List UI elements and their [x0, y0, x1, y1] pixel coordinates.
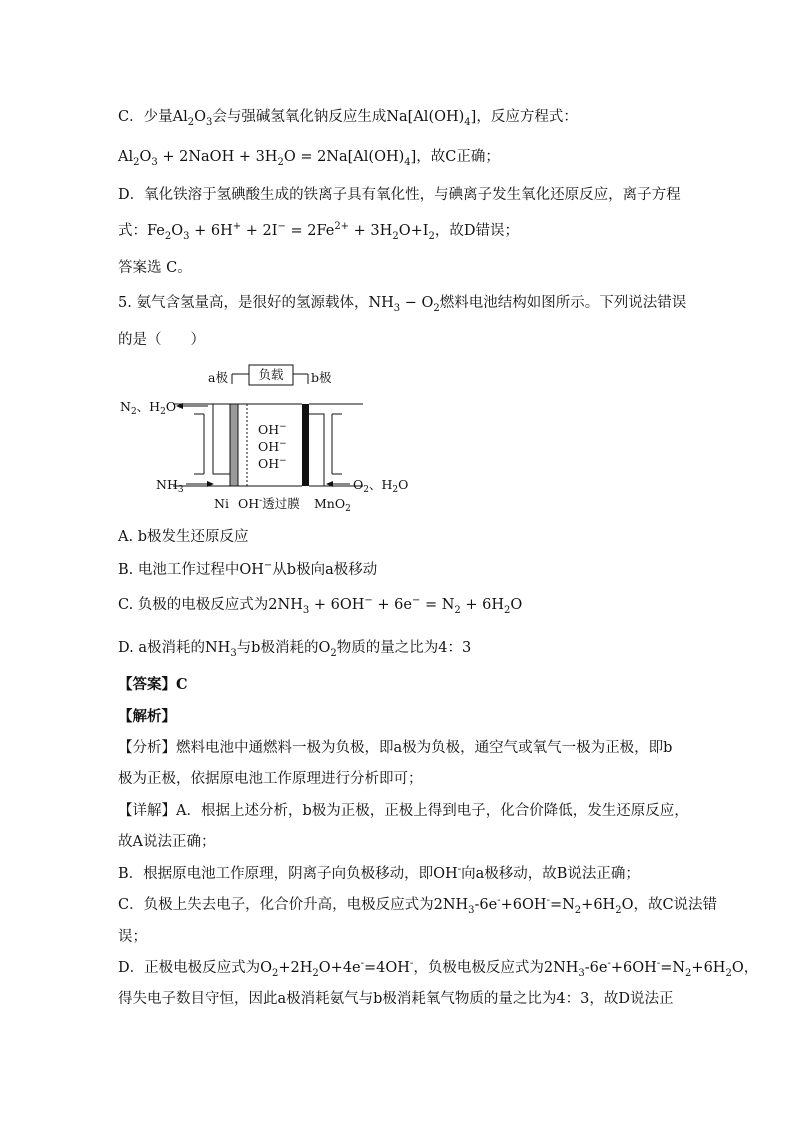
left-inlet-label: $NH_3$ [156, 477, 184, 495]
text: 3 [230, 647, 237, 659]
text: =N [660, 960, 686, 976]
text: 2 [615, 904, 622, 916]
text: 2 [428, 230, 435, 242]
c-explanation-line-2 [118, 927, 147, 947]
text: 与b极消耗的O [236, 640, 331, 656]
text: 2 [685, 967, 692, 979]
option-d [118, 638, 471, 658]
text: - [607, 958, 611, 970]
answer-select-c [118, 258, 192, 278]
option-c [118, 595, 522, 615]
ni-label: Ni [214, 496, 229, 511]
text: 4 [404, 156, 411, 168]
text: 2 [504, 604, 511, 616]
left-outlet-label: $N_2$、$H_2O$ [120, 399, 177, 417]
text: C．少量Al [118, 109, 188, 125]
text: 3 [393, 302, 401, 314]
text: ，故D错误； [434, 223, 519, 239]
text: − [277, 221, 286, 233]
text: C. 负极的电极反应式为2NH [118, 597, 303, 613]
text: 2 [187, 116, 195, 128]
text: 式：Fe [118, 223, 165, 239]
text: B. 电池工作过程中OH [118, 562, 264, 578]
text: 【答案】C [118, 676, 188, 693]
text: A. b极发生还原反应 [118, 529, 249, 545]
text: = N [420, 597, 455, 613]
right-inner-wall [309, 414, 324, 486]
d-explanation-line-1 [118, 958, 758, 978]
d-explanation-line-2 [118, 989, 674, 1009]
option-b [118, 560, 377, 580]
text: B．根据原电池工作原理，阴离子向负极移动，即OH [118, 866, 458, 882]
fuel-cell-diagram [118, 362, 438, 518]
ni-electrode [230, 404, 238, 486]
text: 【解析】 [118, 708, 176, 725]
left-inner-wall [213, 404, 230, 474]
text: -6e [474, 897, 498, 913]
ion-label-1: OH− [258, 422, 287, 437]
text: D. a极消耗的NH [118, 640, 231, 656]
text: 从b极向a极移动 [272, 562, 378, 578]
xiangjie-line-1 [118, 801, 689, 821]
text: O [510, 597, 523, 613]
text: 5. 氨气含氢量高，是很好的氢源载体，NH [118, 295, 394, 311]
text: + 6H [189, 223, 233, 239]
text: 向a极移动，故B说法正确； [461, 866, 640, 882]
text: 2 [164, 230, 172, 242]
text: 3 [578, 967, 585, 979]
c-explanation-line-1 [118, 895, 717, 915]
text: 故A说法正确； [118, 834, 216, 850]
text: 2 [433, 302, 440, 314]
mno2-electrode [302, 404, 309, 486]
text: 2 [277, 156, 284, 168]
b-pole-label: b极 [311, 370, 332, 385]
text: ]，故C正确； [410, 149, 500, 165]
equation-d [118, 221, 519, 241]
text: 2 [330, 647, 337, 659]
text: 极为正极，依据原电池工作原理进行分析即可； [118, 771, 423, 787]
text: + 6e [372, 597, 412, 613]
text: C．负极上失去电子，化合价升高，电极反应式为2NH [118, 897, 469, 913]
text: 【分析】燃料电池中通燃料一极为负极，即a极为负极，通空气或氧气一极为正极，即b [118, 740, 673, 756]
mno2-label: MnO$_2$ [314, 496, 351, 514]
text: 物质的量之比为4：3 [336, 640, 472, 656]
text: +6H [581, 897, 616, 913]
text: + 6H [460, 597, 505, 613]
fenxi-line-1 [118, 738, 672, 758]
text: 2+ [334, 221, 350, 233]
question-5-line-1 [118, 293, 686, 313]
text: 2 [574, 904, 582, 916]
right-inlet-label: $O_2$、$H_2O$ [353, 477, 409, 495]
text: − O [400, 295, 434, 311]
text: D．氧化铁溶于氢碘酸生成的铁离子具有氧化性，与碘离子发生氧化还原反应，离子方程 [118, 187, 681, 203]
text: = 2Fe [285, 223, 335, 239]
text: 4 [464, 116, 471, 128]
text: O = 2Na[Al(OH) [283, 149, 405, 165]
text: - [360, 958, 365, 970]
b-explanation [118, 864, 640, 884]
text: 2 [392, 230, 399, 242]
text: - [457, 864, 462, 876]
question-5-line-2 [118, 330, 205, 350]
text: 3 [205, 116, 213, 128]
text: Al [118, 149, 134, 165]
text: − [263, 560, 273, 572]
text: 的是（ ） [118, 332, 205, 348]
text: - [497, 895, 501, 907]
text: + 6OH [309, 597, 365, 613]
text: O，故C说法错 [621, 897, 718, 913]
text: ，负极电极反应式为2NH [413, 960, 579, 976]
text: +2H [278, 960, 313, 976]
text: - [409, 958, 414, 970]
text: - [546, 895, 550, 907]
option-c-text [118, 107, 578, 127]
text: O+4e [318, 960, 361, 976]
text: -6e [584, 960, 608, 976]
text: +6H [691, 960, 726, 976]
analysis-tag [118, 707, 176, 727]
text: + 2I [241, 223, 278, 239]
text: 3 [468, 904, 475, 916]
text: 3 [183, 230, 190, 242]
text: 燃料电池结构如图所示。下列说法错误 [439, 295, 687, 311]
text: +6OH [500, 897, 547, 913]
text: + [232, 221, 242, 233]
text: 答案选 C。 [118, 260, 192, 276]
text: − [364, 595, 373, 607]
ion-label-2: OH− [258, 439, 287, 454]
option-d-text [118, 185, 681, 205]
text: 2 [725, 967, 732, 979]
text: =N [549, 897, 575, 913]
text: + 2NaOH + 3H [157, 149, 278, 165]
a-pole-label: a极 [208, 370, 228, 385]
text: 3 [151, 156, 158, 168]
text: 得失电子数目守恒，因此a极消耗氨气与b极消耗氧气物质的量之比为4：3，故D说法正 [118, 991, 674, 1007]
text: ]，反应方程式： [470, 109, 578, 125]
load-label: 负载 [258, 367, 284, 382]
text: O [194, 109, 206, 125]
text: O [139, 149, 152, 165]
text: 2 [133, 156, 140, 168]
membrane-label: OH-透过膜 [238, 496, 300, 511]
text: O， [731, 960, 759, 976]
text: 2 [272, 967, 279, 979]
text: O+I [398, 223, 429, 239]
text: 误； [118, 929, 147, 945]
text: O [171, 223, 184, 239]
text: D．正极电极反应式为O [118, 960, 273, 976]
text: 2 [312, 967, 319, 979]
text: 会与强碱氢氧化钠反应生成Na[Al(OH) [212, 109, 465, 125]
equation-c [118, 147, 500, 167]
text: 【详解】A．根据上述分析，b极为正极，正极上得到电子，化合价降低，发生还原反应， [118, 803, 689, 819]
fenxi-line-2 [118, 769, 423, 789]
text: +6OH [610, 960, 657, 976]
answer-tag [118, 675, 188, 695]
text: =4OH [364, 960, 410, 976]
text: − [411, 595, 421, 607]
xiangjie-line-2 [118, 832, 215, 852]
text: - [656, 958, 661, 970]
option-a [118, 527, 248, 547]
ion-label-3: OH− [258, 456, 287, 471]
text: + 3H [349, 223, 393, 239]
text: 2 [454, 604, 461, 616]
text: 3 [302, 604, 310, 616]
